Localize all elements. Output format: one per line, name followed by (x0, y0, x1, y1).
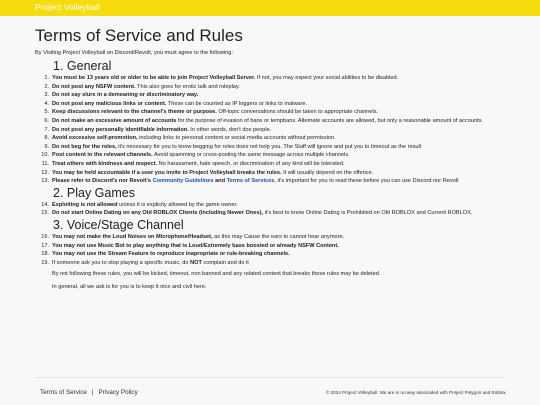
rule-text: Avoid spamming or cross-posting the same message across multiple channels. (152, 152, 350, 159)
copyright-text: © 2024 Project Volleyball. We are in no way associated with Project Polygon and Roblox. (325, 390, 507, 395)
enforcement-note: By not following these rules, you will be kicked, timeout, non banned and any related content that breaks these rules may be deleted. (52, 271, 381, 278)
rule-bold: Do not start Online Dating on any Old ROBLOX Clients (Including Newer Ones), (52, 210, 264, 217)
rule-item (35, 108, 505, 117)
rule-number: 11. (41, 160, 49, 167)
rule-bold: You may not use Music Bot to play anything that is Loud/Extremely bass boosted or already NSFW Content. (52, 242, 339, 249)
rule-bold: You must be 13 years old or older to be able to join Project Volleyball Server. (52, 75, 256, 81)
rule-number: 18. (41, 251, 49, 258)
rule-number: 3. (44, 92, 49, 99)
rule-number: 10. (41, 152, 49, 159)
top-navbar (0, 0, 540, 16)
section-heading-general: 1. General (53, 59, 112, 73)
footer-divider (35, 377, 505, 378)
rule-bold: Treat others with kindness and respect. (52, 160, 158, 167)
rule-text: unless it is explicity allowed by the game owner. (117, 201, 238, 208)
rule-text: , it's important for you to read these before you can use Discord nor Revolt (274, 178, 459, 185)
rule-item (35, 177, 505, 186)
main-content (35, 26, 505, 291)
rule-number: 19. (41, 259, 49, 266)
rule-number: 14. (41, 201, 49, 208)
rule-bold: Avoid excessive self-promotion, (52, 135, 138, 142)
rule-item (35, 100, 505, 109)
page-title: Terms of Service and Rules (35, 26, 243, 45)
rule-bold: Do not post any NSFW content. (52, 83, 136, 90)
community-guidelines-link[interactable]: Community Guidelines (152, 178, 214, 185)
rule-bold: You may not make the Loud Noises on Microphone/Headset, (52, 233, 213, 240)
rule-item (35, 117, 505, 126)
rule-bold: You may be held accountable if a user you invite to Project Volleyball breaks the rules. (52, 169, 282, 176)
rule-item (35, 83, 505, 92)
rule-text: including links to personal content or social media accounts without permission. (137, 135, 336, 142)
section-heading-play-games: 2. Play Games (53, 185, 135, 200)
rules-list-play-games (35, 201, 505, 218)
rules-list-general (35, 74, 505, 186)
rule-bold: Keep discussions relevant to the channel's theme or purpose. (52, 109, 217, 116)
rule-item (35, 250, 505, 259)
rule-bold: Exploiting is not allowed (52, 201, 118, 208)
terms-of-service-link[interactable]: Terms of Service (40, 389, 87, 396)
rule-bold: You may not use the Stream Feature to reproduce inapropriate or rule-breaking channels. (52, 251, 290, 258)
rule-number: 7. (44, 126, 49, 133)
rule-item (35, 143, 505, 152)
terms-of-services-link[interactable]: Terms of Services (226, 178, 275, 185)
rule-item (35, 201, 505, 210)
rule-item (35, 74, 505, 83)
section-heading-voice-stage: 3. Voice/Stage Channel (53, 217, 184, 232)
rule-item (35, 233, 505, 242)
rule-number: 17. (41, 242, 49, 249)
rule-bold: and (213, 178, 227, 185)
rule-number: 15. (41, 210, 49, 217)
rule-item (35, 242, 505, 251)
footer-separator: | (91, 389, 94, 396)
rule-number: 16. (41, 233, 49, 240)
rule-bold: Post content in the relevant channels. (52, 152, 153, 159)
rule-bold: Do not post any malicious links or content. (52, 100, 167, 107)
rule-bold: NOT (190, 259, 202, 266)
rule-bold: Do not make an excessive amount of accounts (52, 117, 177, 124)
privacy-policy-link[interactable]: Privacy Policy (98, 389, 138, 396)
rule-bold: Please refer to Discord's nor Revolt's (52, 178, 153, 185)
rule-text: Off-topic conversations should be taken to appropriate channels. (216, 109, 379, 116)
rule-item (35, 151, 505, 160)
rule-text: it's necessary for you to know begging for roles does not help you, The Staff will ignore and put you to timeout as the result (116, 143, 422, 150)
rule-text: it's best to know Online Dating is Prohibited on Old ROBLOX and Current ROBLOX. (263, 210, 473, 217)
rule-item (35, 134, 505, 143)
rule-item (35, 209, 505, 218)
rule-number: 6. (44, 117, 49, 124)
rule-text: No harassment, hate speech, or discrimination of any kind will be tolerated. (157, 160, 345, 167)
rule-bold: Do not beg for the roles, (52, 143, 117, 150)
rule-item (35, 160, 505, 169)
rule-text: If not, you may expect your social abilities to be disabled. (255, 75, 399, 81)
brand-link[interactable]: Project Volleyball (35, 2, 100, 12)
rule-text: as this may Cause the ears to cannot hear anymore. (212, 233, 345, 240)
footer-links (40, 389, 138, 396)
rule-number: 8. (44, 135, 49, 142)
rule-number: 2. (44, 83, 49, 90)
rule-number: 5. (44, 109, 49, 116)
rule-text: In other words, don't dox people. (188, 126, 272, 133)
intro-text: By Visiting Project Volleyball on Discord/Revolt, you must agree to the following: (35, 50, 233, 56)
civility-note: In general, all we ask is for you is to keep it nice and civil here. (52, 283, 207, 290)
rule-number: 4. (44, 100, 49, 107)
rule-number: 13. (41, 178, 49, 185)
rule-number: 9. (44, 143, 49, 150)
rule-text: complain and do it (201, 259, 249, 266)
rule-bold: Do not say slurs in a demeaning or discriminatory way. (52, 92, 199, 99)
rule-number: 12. (41, 169, 49, 176)
rules-list-voice-stage (35, 233, 505, 267)
rule-item (35, 259, 505, 268)
rule-bold: Do not post any personally identifiable information. (52, 126, 189, 133)
rule-text: It will usually depend on the offence. (281, 169, 374, 176)
rule-item (35, 91, 505, 100)
rule-text: If someone ask you to stop playing a specific music, do (52, 259, 191, 266)
rule-item (35, 126, 505, 135)
rule-text: for the purpose of evasion of bans or tempbans. Alternate accounts are allowed, but only a reasonable amount of accounts. (176, 117, 483, 124)
rule-text: This also goes for erotic talk and roleplay. (135, 83, 240, 90)
rule-item (35, 169, 505, 178)
rule-number: 1. (44, 75, 49, 81)
rule-text: These can be counted as IP loggers or links to malware. (166, 100, 308, 107)
